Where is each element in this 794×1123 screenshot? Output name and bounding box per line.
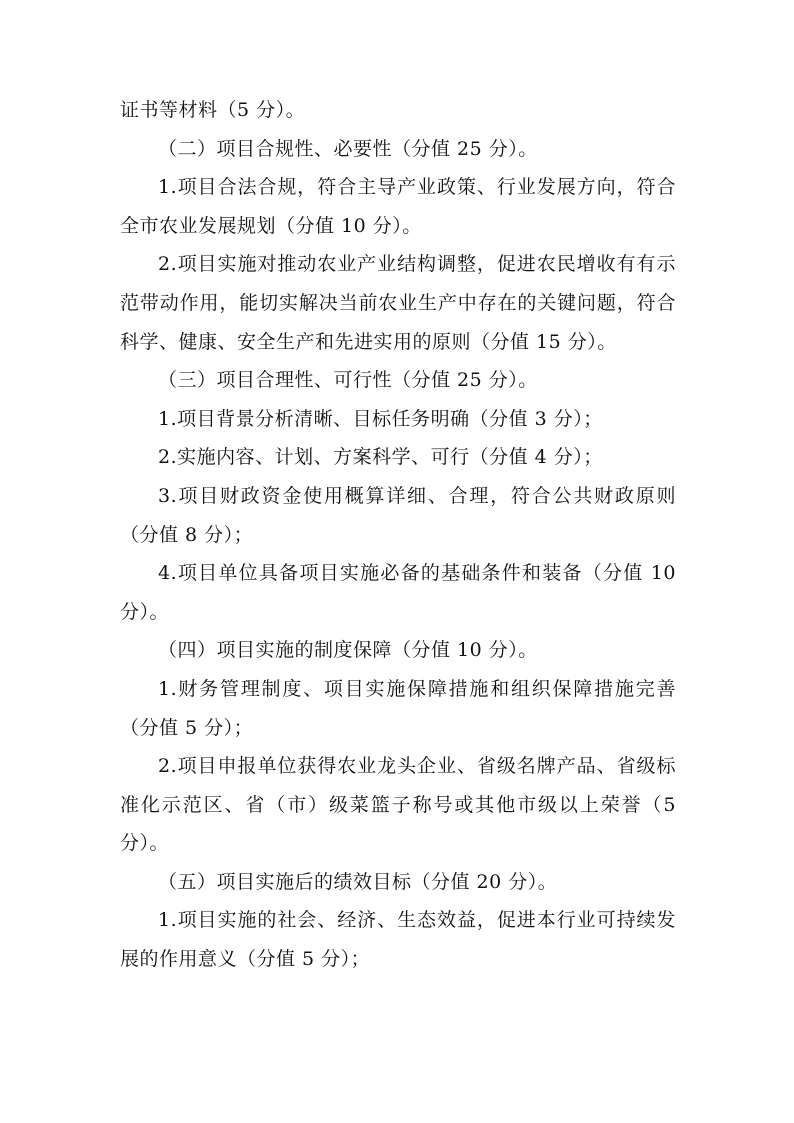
section-heading-5: （五）项目实施后的绩效目标（分值 20 分）。 (158, 870, 558, 893)
list-item: 4.项目单位具备项目实施必备的基础条件和装备（分值 10 分）。 (120, 562, 676, 623)
section-heading-2: （二）项目合规性、必要性（分值 25 分）。 (158, 137, 538, 160)
list-item: 2.项目实施对推动农业产业结构调整，促进农民增收有有示范带动作用，能切实解决当前农业生产中存在的关键问题，符合科学、健康、安全生产和先进实用的原则（分值 15 分）。 (120, 253, 676, 353)
document-body (120, 91, 676, 979)
list-item: 2.实施内容、计划、方案科学、可行（分值 4 分）； (158, 446, 603, 469)
list-item: 1.项目合法合规，符合主导产业政策、行业发展方向，符合全市农业发展规划（分值 10 分）。 (120, 176, 676, 237)
list-item: 2.项目申报单位获得农业龙头企业、省级名牌产品、省级标准化示范区、省（市）级菜篮子称号或其他市级以上荣誉（5 分）。 (120, 755, 676, 855)
section-heading-4: （四）项目实施的制度保障（分值 10 分）。 (158, 639, 538, 662)
list-item: 1.项目背景分析清晰、目标任务明确（分值 3 分）； (158, 407, 603, 430)
list-item: 3.项目财政资金使用概算详细、合理，符合公共财政原则（分值 8 分）； (120, 484, 676, 546)
list-item: 1.项目实施的社会、经济、生态效益，促进本行业可持续发展的作用意义（分值 5 分）； (120, 909, 676, 971)
section-heading-3: （三）项目合理性、可行性（分值 25 分）。 (158, 369, 538, 392)
paragraph-continuation: 证书等材料（5 分）。 (120, 99, 306, 121)
list-item: 1.财务管理制度、项目实施保障措施和组织保障措施完善（分值 5 分）； (120, 677, 676, 739)
